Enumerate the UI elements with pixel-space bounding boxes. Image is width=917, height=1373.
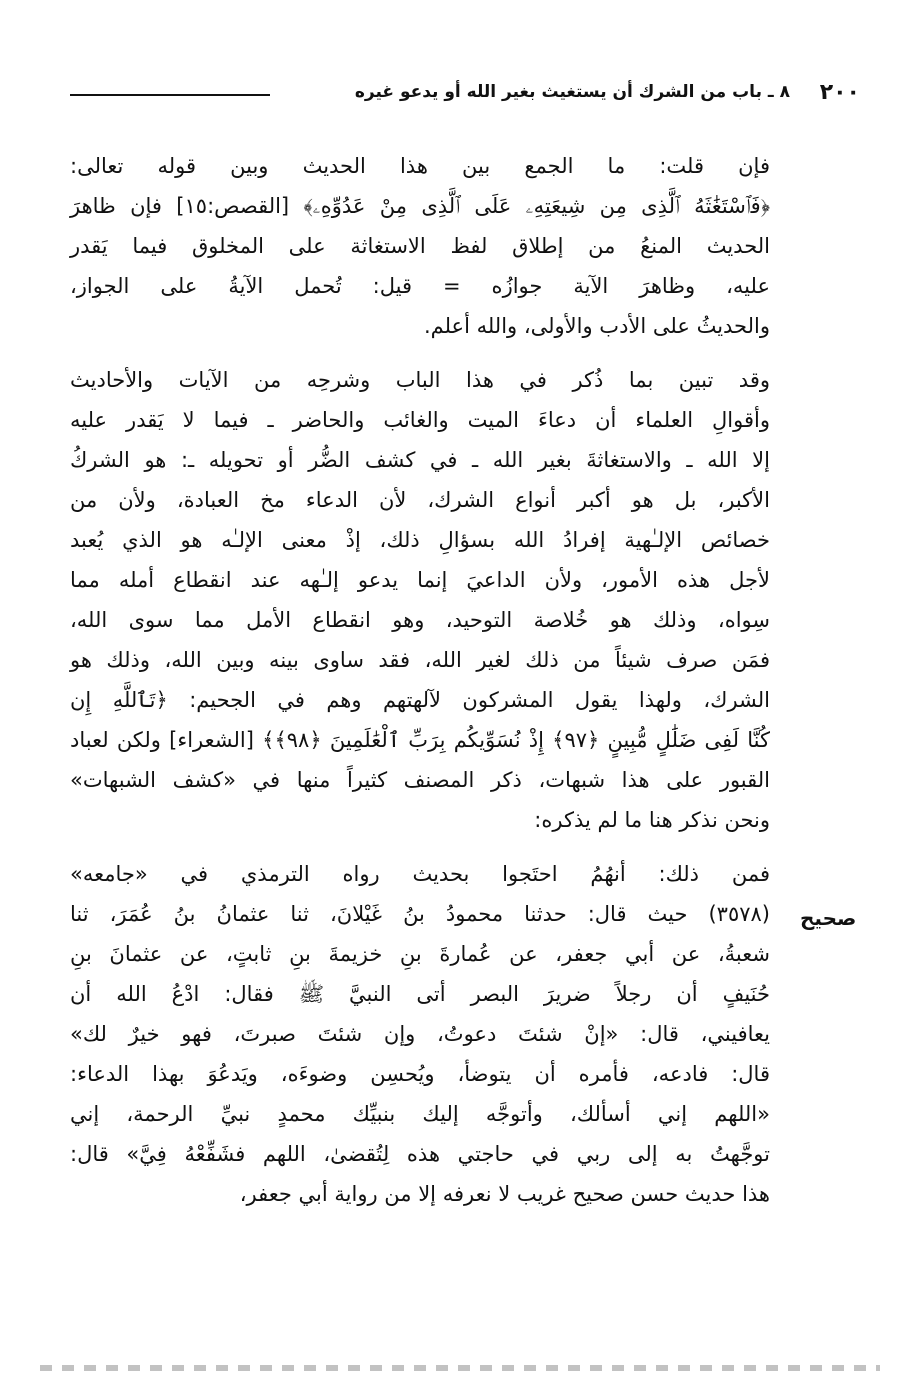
text-line: فمَن صرف شيئاً من ذلك لغير الله، فقد ساوى بينه وبين الله، وذلك هو bbox=[70, 648, 770, 672]
text-line: خصائص الإلـٰهية إفرادُ الله بسؤالِ ذلك، إذْ معنى الإلـٰه هو الذي يُعبد bbox=[70, 528, 770, 552]
header-rule bbox=[70, 94, 270, 96]
text-line: (٣٥٧٨) حيث قال: حدثنا محمودُ بنُ غَيْلانَ، ثنا عثمانُ بنُ عُمَرَ، ثنا bbox=[70, 902, 770, 926]
text-line: «اللهم إني أسألك، وأتوجَّه إليك بنبيِّك محمدٍ نبيِّ الرحمة، إني bbox=[70, 1102, 770, 1126]
page-header bbox=[70, 80, 860, 110]
text-line: فمن ذلك: أنهُمُ احتَجوا بحديث رواه الترمذي في «جامعه» bbox=[70, 862, 770, 886]
text-line: كُنَّا لَفِى ضَلَٰلٍ مُّبِينٍ ﴿٩٧﴾ إِذْ نُسَوِّيكُم بِرَبِّ ٱلْعَٰلَمِينَ ﴿٩٨﴾﴾ [الشعراء] ولكن لعباد bbox=[70, 728, 771, 752]
text-line: وأقوالِ العلماء أن دعاءَ الميت والغائب والحاضر ـ فيما لا يَقدر عليه bbox=[70, 408, 770, 432]
text-line: الحديث المنعُ من إطلاق لفظ الاستغاثة على المخلوق فيما يَقدر bbox=[70, 234, 770, 258]
text-line: وقد تبين بما ذُكر في هذا الباب وشرحِه من الآيات والأحاديث bbox=[70, 368, 770, 392]
text-line: يعافيني، قال: «إنْ شئتَ دعوتُ، وإن شئتَ صبرتَ، فهو خيرٌ لك» bbox=[70, 1022, 770, 1046]
text-line: ونحن نذكر هنا ما لم يذكره: bbox=[534, 808, 770, 832]
text-line: فإن قلت: ما الجمع بين هذا الحديث وبين قوله تعالى: bbox=[70, 154, 770, 178]
text-line: لأجل هذه الأمور، ولأن الداعيَ إنما يدعو إلـٰهه عند انقطاع أمله مما bbox=[70, 568, 770, 592]
text-line: الأكبر، بل هو أكبر أنواع الشرك، لأن الدعاء مخ العبادة، ولأن من bbox=[70, 488, 770, 512]
paragraph bbox=[70, 146, 770, 346]
text-line: هذا حديث حسن صحيح غريب لا نعرفه إلا من رواية أبي جعفر، bbox=[239, 1182, 770, 1206]
text-line: سِواه، وذلك هو خُلاصة التوحيد، وهو انقطاع الأمل مما سوى الله، bbox=[70, 608, 770, 632]
text-line: توجَّهتُ به إلى ربي في حاجتي هذه لِتُقضىٰ، اللهم فشَفِّعْهُ فِيَّ» قال: bbox=[70, 1142, 770, 1166]
paragraph bbox=[70, 360, 770, 840]
text-line: القبور على هذا شبهات، ذكر المصنف كثيراً منها في «كشف الشبهات» bbox=[70, 768, 770, 792]
text-line: الشرك، ولهذا يقول المشركون لآلهتهم وهم في الجحيم: ﴿تَٱللَّهِ إِن bbox=[70, 688, 770, 712]
paragraph bbox=[70, 854, 770, 1214]
margin-label: صحيح bbox=[800, 906, 857, 930]
page-body bbox=[70, 146, 770, 1228]
text-line: قال: فادعه، فأمره أن يتوضأ، ويُحسِن وضوءَه، ويَدعُوَ بهذا الدعاء: bbox=[70, 1062, 770, 1086]
page-number: ٢٠٠ bbox=[819, 80, 860, 105]
scan-edge bbox=[40, 1365, 880, 1371]
text-line: إلا الله ـ والاستغاثةَ بغير الله ـ في كشف الضُّر أو تحويله ـ: هو الشركُ bbox=[70, 448, 770, 472]
text-line: شعبةُ، عن أبي جعفر، عن عُمارةَ بنِ خزيمةَ بنِ ثابتٍ، عن عثمانَ بنِ bbox=[70, 942, 770, 966]
text-line: ﴿فَٱسْتَغَٰثَهُ ٱلَّذِى مِن شِيعَتِهِۦ عَلَى ٱلَّذِى مِنْ عَدُوِّهِۦ﴾ [القصص:١٥] فإن ظاهرَ bbox=[70, 194, 770, 218]
text-line: والحديثُ على الأدب والأولى، والله أعلم. bbox=[423, 314, 770, 338]
text-line: حُنَيفٍ أن رجلاً ضريرَ البصر أتى النبيَّ ﷺ فقال: ادْعُ الله أن bbox=[70, 982, 770, 1006]
text-line: عليه، وظاهرَ الآية جوازُه = قيل: تُحمل الآيةُ على الجواز، bbox=[70, 274, 770, 298]
running-title: ٨ ـ باب من الشرك أن يستغيث بغير الله أو يدعو غيره bbox=[354, 82, 790, 102]
